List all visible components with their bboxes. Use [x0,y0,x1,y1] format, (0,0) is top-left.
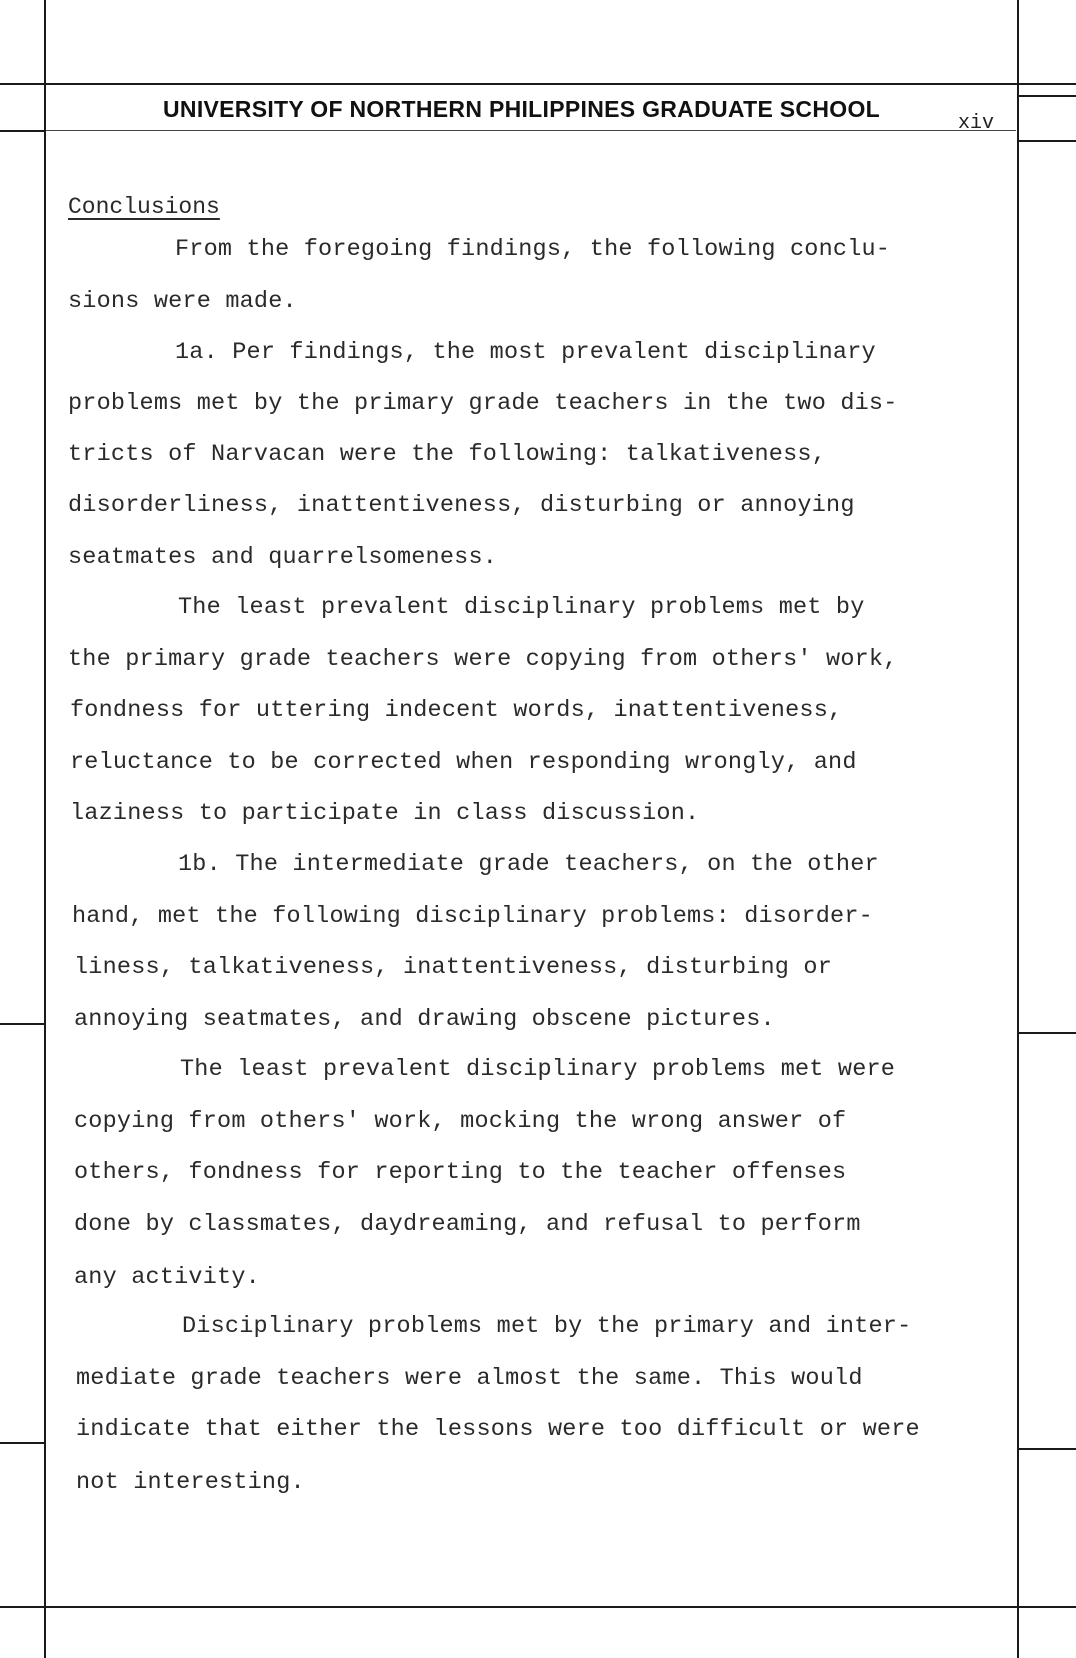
text-line: the primary grade teachers were copying from others' work, [68,646,898,673]
text-line: not interesting. [76,1469,305,1496]
text-line: annoying seatmates, and drawing obscene pictures. [74,1006,775,1033]
text-line: disorderliness, inattentiveness, disturbing or annoying [68,492,855,519]
text-line: The least prevalent disciplinary problems met were [180,1056,896,1083]
text-line: any activity. [74,1264,260,1291]
left-tick-mark [0,130,44,132]
right-tick-mark [1019,95,1076,97]
text-line: copying from others' work, mocking the wrong answer of [74,1108,847,1135]
bottom-rule [0,1606,1076,1608]
text-line: sions were made. [68,288,297,315]
header-underline [46,130,1016,131]
right-tick-mark [1019,140,1076,142]
top-rule [0,83,1076,85]
left-tick-mark [0,1023,44,1025]
right-tick-mark [1019,1448,1076,1450]
text-line: hand, met the following disciplinary problems: disorder- [72,903,873,930]
right-tick-mark [1019,1032,1076,1034]
text-line: mediate grade teachers were almost the same. This would [76,1365,863,1392]
text-line: liness, talkativeness, inattentiveness, disturbing or [74,954,833,981]
text-line: 1a. Per findings, the most prevalent disciplinary [175,339,876,366]
text-line: done by classmates, daydreaming, and refusal to perform [74,1211,861,1238]
left-tick-mark [0,1442,44,1444]
text-line: The least prevalent disciplinary problems met by [178,594,865,621]
text-line: seatmates and quarrelsomeness. [68,544,498,571]
right-margin-rule [1017,0,1019,1658]
text-line: reluctance to be corrected when responding wrongly, and [70,749,857,776]
text-line: laziness to participate in class discussion. [70,800,700,827]
institution-header: UNIVERSITY OF NORTHERN PHILIPPINES GRADUATE SCHOOL [163,96,880,122]
left-margin-rule [44,0,46,1658]
text-line: fondness for uttering indecent words, inattentiveness, [70,697,843,724]
text-line: problems met by the primary grade teachers in the two dis- [68,390,898,417]
page-number: xiv [958,112,995,135]
text-line: From the foregoing findings, the following conclu- [175,236,891,263]
text-line: indicate that either the lessons were too difficult or were [76,1416,920,1443]
text-line: Disciplinary problems met by the primary and inter- [182,1313,912,1340]
text-line: 1b. The intermediate grade teachers, on the other [178,851,879,878]
text-line: others, fondness for reporting to the teacher offenses [74,1159,847,1186]
section-heading: Conclusions [68,194,220,220]
text-line: tricts of Narvacan were the following: talkativeness, [68,441,827,468]
